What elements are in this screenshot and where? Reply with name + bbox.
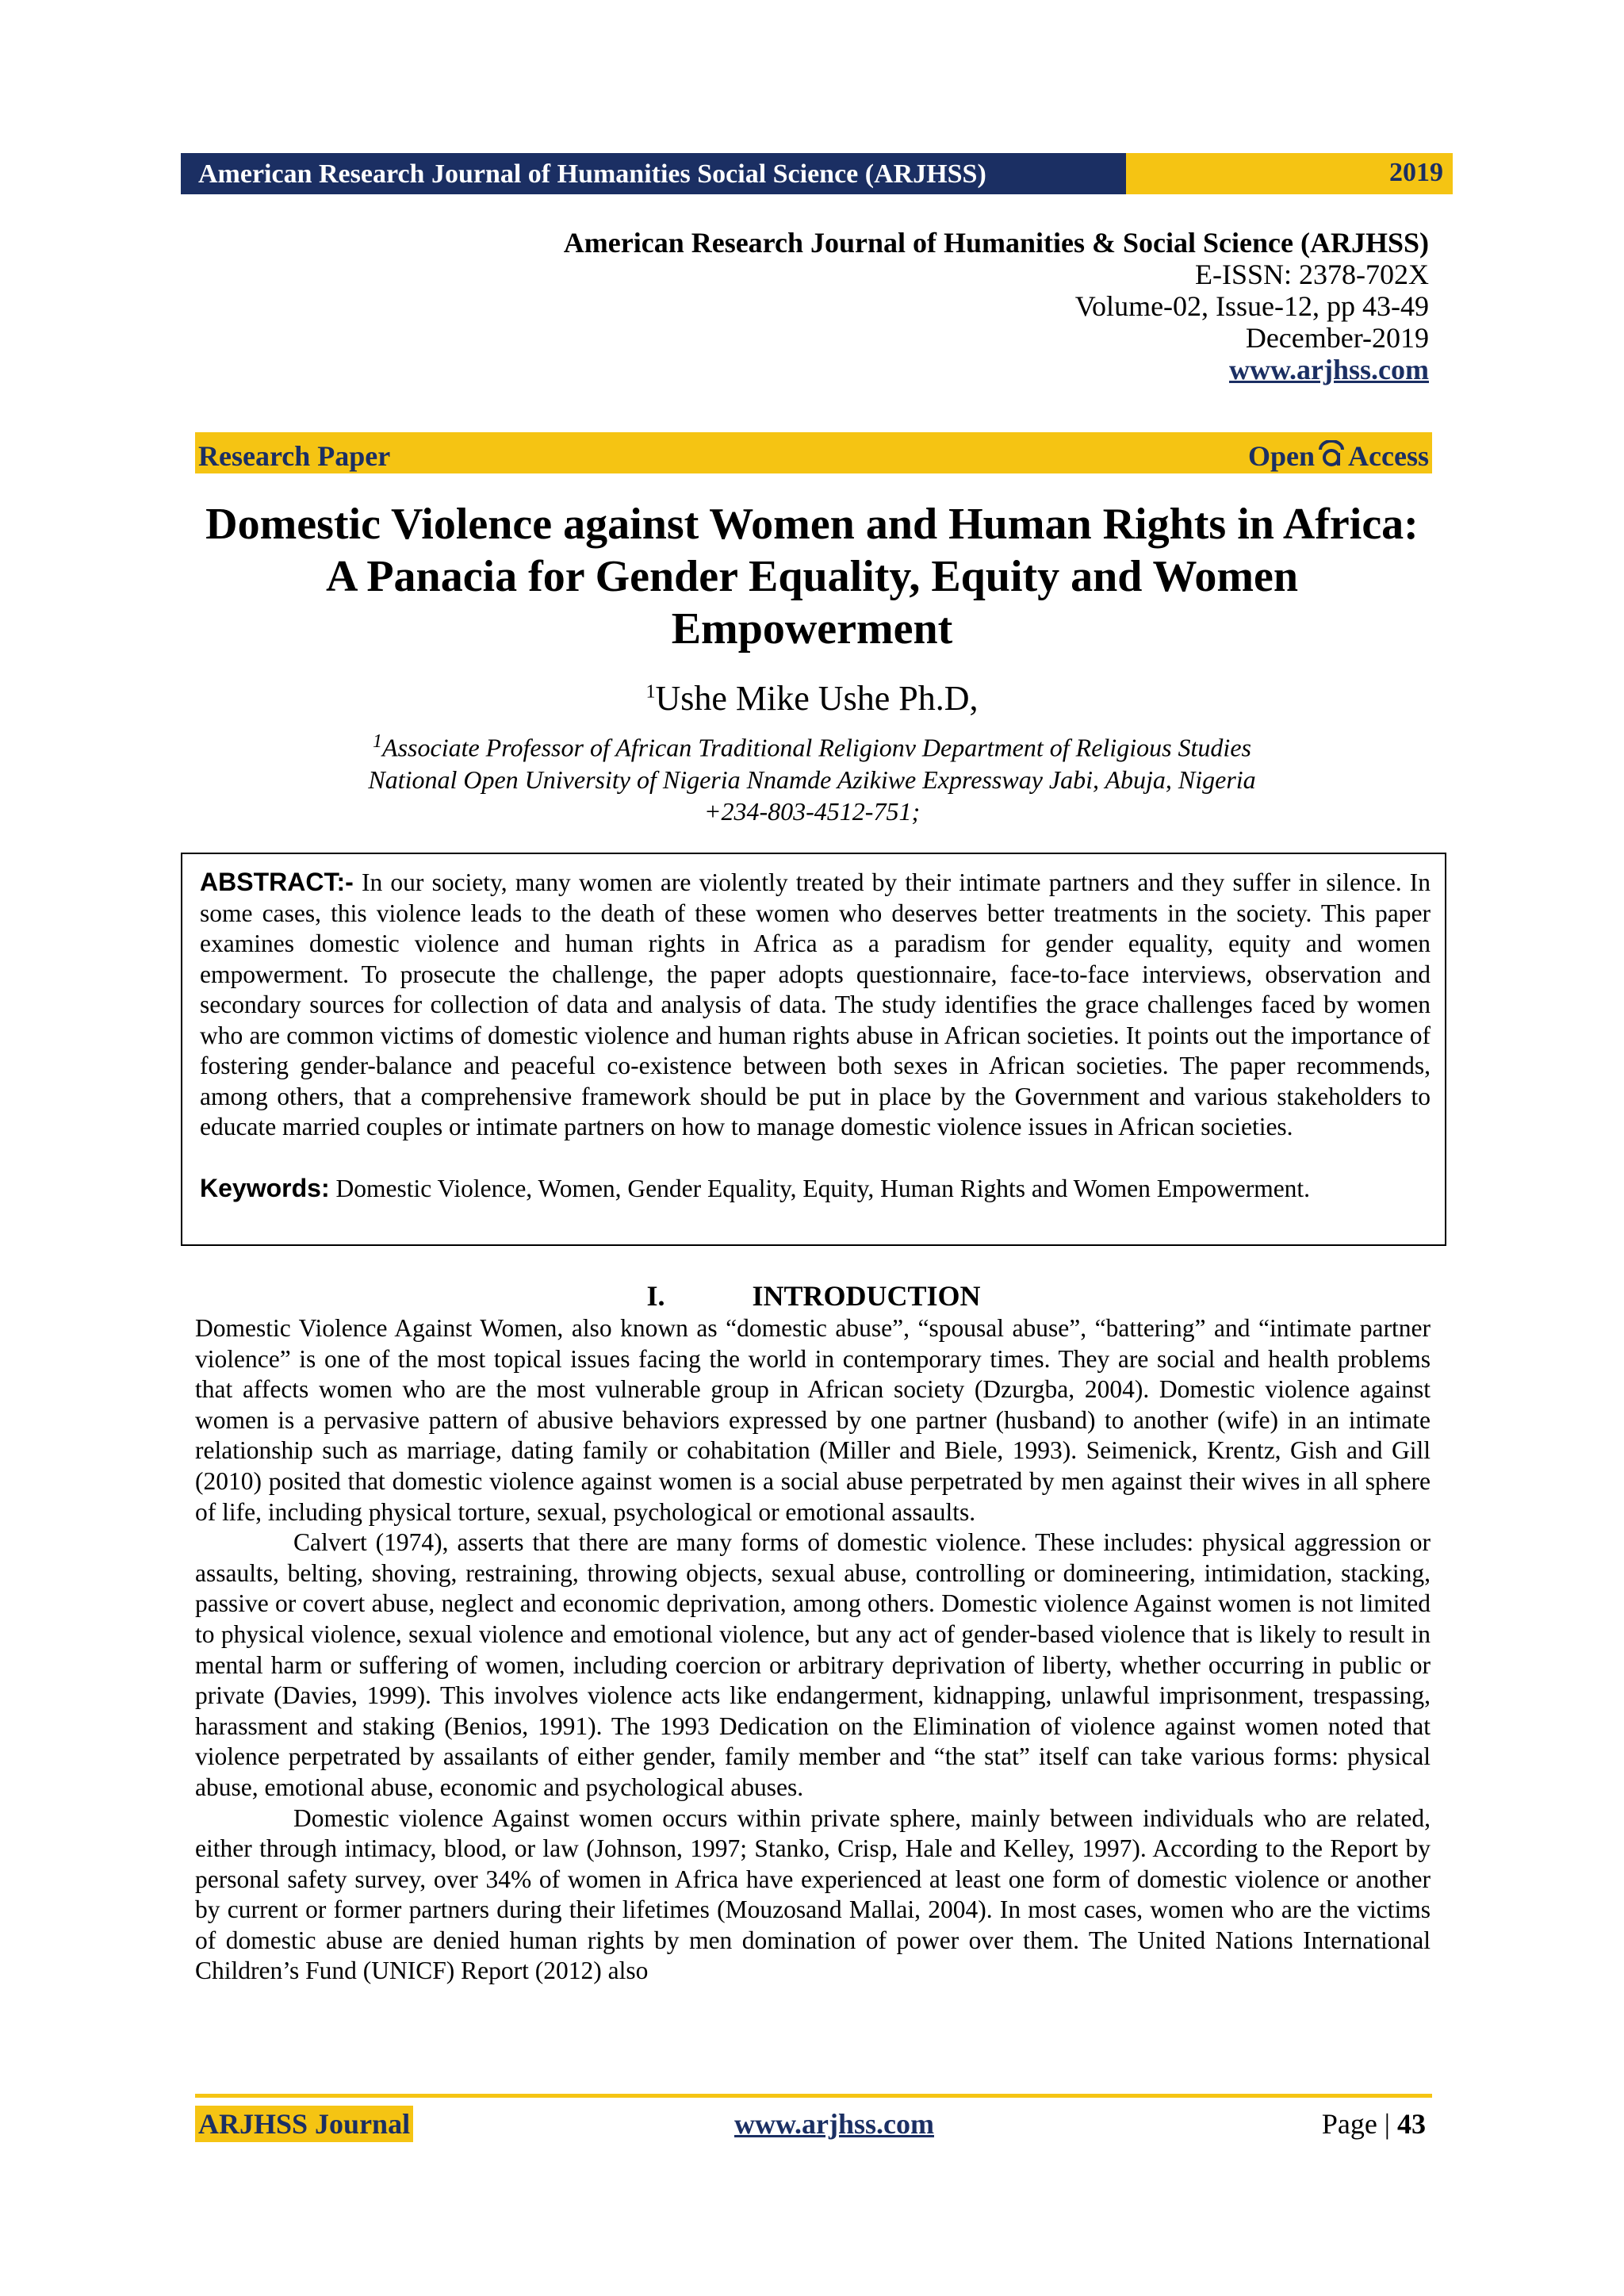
section-heading [181,1279,1446,1313]
keywords-paragraph [200,1173,1431,1205]
section-number: I. [646,1280,665,1312]
research-paper-bar [195,432,1432,473]
open-access-icon [1316,440,1346,467]
header-journal-name: American Research Journal of Humanities Social Science (ARJHSS) [198,159,986,189]
journal-header-bar [181,153,1453,194]
author-affiliation [159,726,1465,827]
abstract-paragraph [200,867,1431,1143]
body-paragraph: Domestic Violence Against Women, also known as “domestic abuse”, “spousal abuse”, “battering” and “intimate partner violence” is one of the most topical issues facing the world in contemporary times. They are social and health problems that affects women who are the most vulnerable group in African society (Dzurgba, 2004). Domestic violence against women is a pervasive pattern of abusive behaviors expressed by one partner (husband) to another (wife) in an intimate relationship such as marriage, dating family or cohabitation (Miller and Biele, 1993). Seimenick, Krentz, Gish and Gill (2010) posited that domestic violence against women is a social abuse perpetrated by men against their wives in all sphere of life, including physical torture, sexual, psychological or emotional assaults. [195,1314,1431,1526]
author-line [159,678,1465,719]
body-paragraph: Calvert (1974), asserts that there are many forms of domestic violence. These includes: physical aggression or assaults, belting, shoving, restraining, throwing objects, sexual abuse, controlling or domineering, intimidation, stacking, passive or covert abuse, neglect and economic deprivation, among others. Domestic violence Against women is not limited to physical violence, sexual violence and emotional violence, but any act of gender-based violence that is likely to result in mental harm or suffering of women, including coercion or arbitrary deprivation of liberty, whether occurring in public or private (Davies, 1999). This involves violence acts like endangerment, kidnapping, unlawful imprisonment, trespassing, harassment and staking (Benios, 1991). The 1993 Dedication on the Elimination of violence against women noted that violence perpetrated by assailants of either gender, family member and “the stat” itself can take various forms: physical abuse, emotional abuse, economic and psychological abuses. [195,1528,1431,1801]
section-title: INTRODUCTION [752,1280,981,1312]
keywords-label: Keywords: [200,1173,330,1202]
title-line: Empowerment [671,604,953,654]
paper-type-label: Research Paper [198,440,391,472]
body-paragraph: Domestic violence Against women occurs within private sphere, mainly between individuals who are related, either through intimacy, blood, or law (Johnson, 1997; Stanko, Crisp, Hale and Kelley, 1997). According to the Report by personal safety survey, over 34% of women in Africa have experienced at least one form of domestic violence or another by current or former partners during their lifetimes (Mouzosand Mallai, 2004). In most cases, women who are the victims of domestic abuse are denied human rights by men domination of power over them. The United Nations International Children’s Fund (UNICF) Report (2012) also [195,1803,1431,1985]
footer-journal: ARJHSS Journal [195,2106,413,2142]
journal-info-block [564,227,1429,385]
author-name: Ushe Mike Ushe Ph.D, [655,679,979,718]
body-text [195,1313,1431,1987]
abstract-box [181,853,1446,1246]
header-gold-band [1126,153,1453,194]
title-line: Domestic Violence against Women and Human Rights in Africa: [205,500,1419,549]
abstract-label: ABSTRACT:- [200,868,354,896]
journal-full-name: American Research Journal of Humanities & Social Science (ARJHSS) [563,227,1429,259]
journal-issn: E-ISSN: 2378-702X [1195,259,1429,290]
footer-divider [195,2094,1432,2098]
paper-title [159,498,1465,655]
affiliation-superscript: 1 [373,731,383,752]
affiliation-line: Associate Professor of African Traditional Religionv Department of Religious Studies [382,733,1251,762]
journal-volume: Volume-02, Issue-12, pp 43-49 [1074,290,1429,322]
open-access-suffix: Access [1348,440,1429,472]
journal-url-link[interactable]: www.arjhss.com [1229,354,1429,385]
page-number: 43 [1397,2108,1426,2140]
open-access-prefix: Open [1248,440,1316,472]
footer-page [1322,2107,1426,2141]
page-label: Page | [1321,2108,1390,2140]
journal-date: December-2019 [1245,322,1429,354]
abstract-text: In our society, many women are violently treated by their intimate partners and they suffer in silence. In some cases, this violence leads to the death of these women who deserves better treatments in the society. This paper examines domestic violence and human rights in Africa as a paradism for gender equality, equity and women empowerment. To prosecute the challenge, the paper adopts questionnaire, face-to-face interviews, observation and secondary sources for collection of data and analysis of data. The study identifies the grace challenges faced by women who are common victims of domestic violence and human rights abuse in African societies. It points out the importance of fostering gender-balance and peaceful co-existence between both sexes in African societies. The paper recommends, among others, that a comprehensive framework should be put in place by the Government and various stakeholders to educate married couples or intimate partners on how to manage domestic violence issues in African societies. [200,868,1431,1140]
header-navy-band [181,153,1126,194]
open-access-label [1248,439,1429,473]
affiliation-line: National Open University of Nigeria Nnamde Azikiwe Expressway Jabi, Abuja, Nigeria [368,765,1256,794]
title-line: A Panacia for Gender Equality, Equity and Women [325,552,1298,601]
footer-url-link[interactable]: www.arjhss.com [734,2108,934,2140]
header-year: 2019 [1389,158,1443,187]
keywords-text: Domestic Violence, Women, Gender Equality, Equity, Human Rights and Women Empowerment. [335,1174,1311,1202]
affiliation-phone: +234-803-4512-751; [703,796,921,826]
author-superscript: 1 [645,681,656,703]
page-footer [195,2106,1432,2145]
